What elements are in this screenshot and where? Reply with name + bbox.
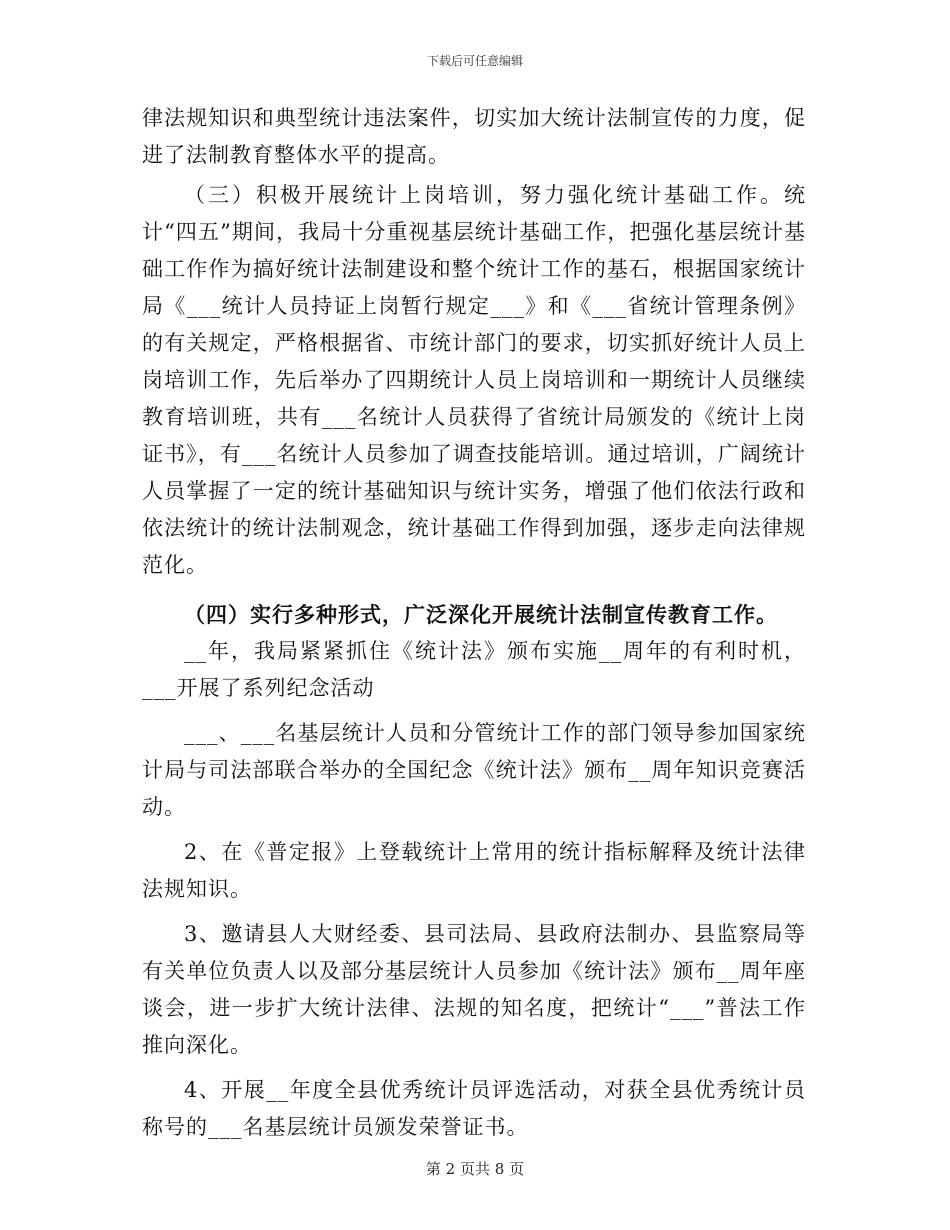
paragraph-item-three: 3、邀请县人大财经委、县司法局、县政府法制办、县监察局等有关单位负责人以及部分基层统计人员参加《统计法》颁布__周年座谈会，进一步扩大统计法律、法规的知名度，把统计“___”普法工作推向深化。	[142, 922, 806, 1057]
page-footer: 第 2 页共 8 页	[425, 1160, 525, 1178]
paragraph-item-one: ___、___名基层统计人员和分管统计工作的部门领导参加国家统计局与司法部联合举办的全国纪念《统计法》颁布__周年知识竞赛活动。	[142, 721, 806, 819]
paragraph-anniversary: __年，我局紧紧抓住《统计法》颁布实施__周年的有利时机，___开展了系列纪念活动	[142, 639, 806, 700]
paragraph-continuation: 律法规知识和典型统计违法案件，切实加大统计法制宣传的力度，促进了法制教育整体水平的提高。	[142, 106, 806, 167]
page-header: 下载后可任意编辑	[426, 54, 523, 68]
document-body	[142, 100, 806, 1146]
paragraph-item-four: 4、开展__年度全县优秀统计员评选活动，对获全县优秀统计员称号的___名基层统计员颁发荣誉证书。	[142, 1078, 806, 1139]
paragraph-section-three: （三）积极开展统计上岗培训，努力强化统计基础工作。统计“四五”期间，我局十分重视基层统计基础工作，把强化基层统计基础工作作为搞好统计法制建设和整个统计工作的基石，根据国家统计局《___统计人员持证上岗暂行规定___》和《___省统计管理条例》的有关规定，严格根据省、市统计部门的要求，切实抓好统计人员上岗培训工作，先后举办了四期统计人员上岗培训和一期统计人员继续教育培训班，共有___名统计人员获得了省统计局颁发的《统计上岗证书》，有___名统计人员参加了调查技能培训。通过培训，广阔统计人员掌握了一定的统计基础知识与统计实务，增强了他们依法行政和依法统计的统计法制观念，统计基础工作得到加强，逐步走向法律规范化。	[142, 183, 806, 577]
section-four-heading: （四）实行多种形式，广泛深化开展统计法制宣传教育工作。	[184, 602, 778, 627]
paragraph-item-two: 2、在《普定报》上登载统计上常用的统计指标解释及统计法律法规知识。	[142, 840, 806, 901]
